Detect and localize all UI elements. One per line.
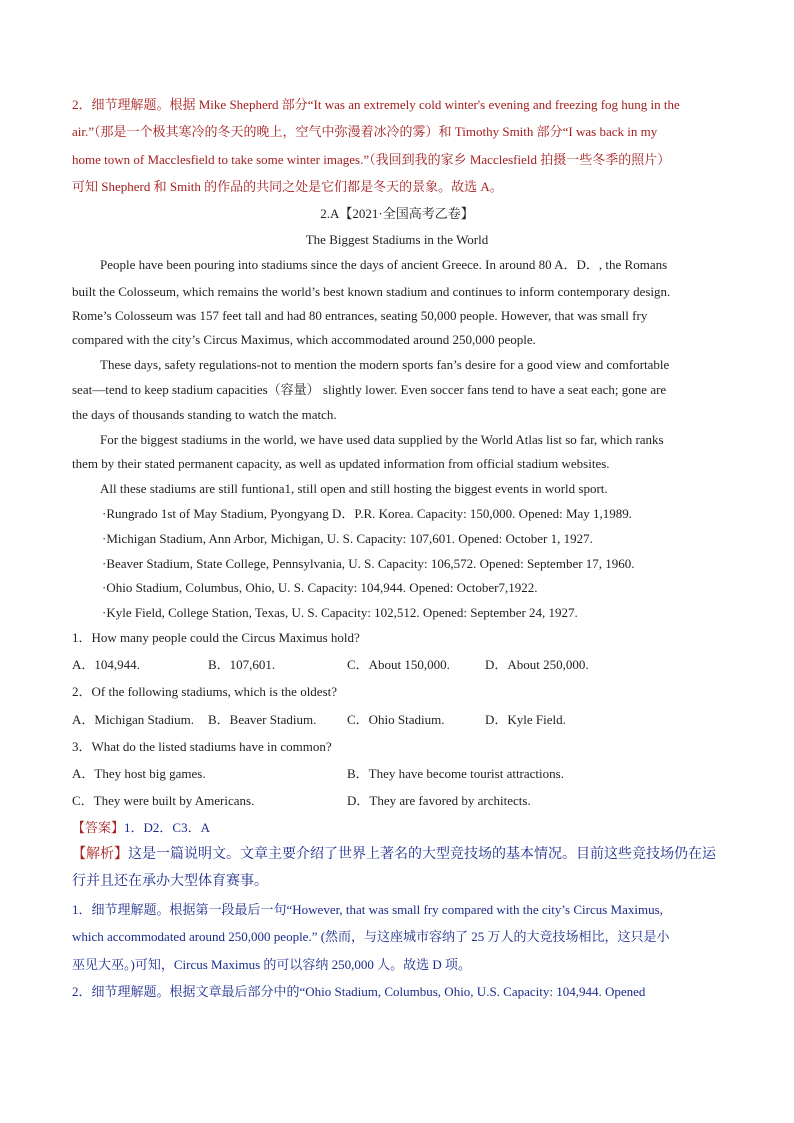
- stadium-list-item: ·Ohio Stadium, Columbus, Ohio, U. S. Capacity: 104,944. Opened: October7,1922.: [102, 580, 538, 595]
- question-option: C．They were built by Americans.: [72, 793, 255, 808]
- section-heading: 2.A【2021·全国高考乙卷】: [320, 206, 474, 221]
- question-option: B．107,601.: [208, 657, 276, 672]
- prev-explanation-line: home town of Macclesfield to take some winter images.”（我回到我的家乡 Macclesfield 拍摄一些冬季的照片）: [72, 152, 671, 167]
- prev-explanation-line: 2．细节理解题。根据 Mike Shepherd 部分“It was an extremely cold winter's evening and freezing fog hung in the: [72, 97, 680, 112]
- stadium-list-item: ·Kyle Field, College Station, Texas, U. S. Capacity: 102,512. Opened: September 24, 1927.: [102, 605, 578, 620]
- question-option: B．Beaver Stadium.: [208, 712, 317, 727]
- passage-line: the days of thousands standing to watch the match.: [72, 407, 337, 422]
- answer-tag: 【答案】: [72, 820, 125, 835]
- passage-line: All these stadiums are still funtiona1, still open and still hosting the biggest events in world sport.: [100, 481, 608, 496]
- answer-text: 1．D2．C3．A: [124, 820, 210, 835]
- question-option: A．Michigan Stadium.: [72, 712, 195, 727]
- analysis-intro: [72, 846, 716, 864]
- passage-title: The Biggest Stadiums in the World: [305, 232, 489, 247]
- passage-line: them by their stated permanent capacity, as well as updated information from official stadium websites.: [72, 456, 610, 471]
- question-option: D．They are favored by architects.: [347, 793, 531, 808]
- passage-line: seat—tend to keep stadium capacities（容量） slightly lower. Even soccer fans tend to have a seat each; gone are: [72, 382, 667, 397]
- question-option: C．Ohio Stadium.: [347, 712, 445, 727]
- stadium-list-item: ·Michigan Stadium, Ann Arbor, Michigan, U. S. Capacity: 107,601. Opened: October 1, 1927.: [102, 531, 593, 546]
- prev-explanation-line: 可知 Shepherd 和 Smith 的作品的共同之处是它们都是冬天的景象。故选 A。: [72, 179, 503, 194]
- analysis-tag: 【解析】: [72, 847, 128, 862]
- question-option: A．They host big games.: [72, 766, 206, 781]
- passage-line: These days, safety regulations-not to mention the modern sports fan’s desire for a good view and comfortable: [100, 357, 670, 372]
- answer-line: [72, 819, 210, 837]
- analysis-line: 2．细节理解题。根据文章最后部分中的“Ohio Stadium, Columbus, Ohio, U.S. Capacity: 104,944. Opened: [72, 984, 646, 999]
- question-stem: 2．Of the following stadiums, which is the oldest?: [72, 684, 338, 699]
- analysis-intro-text: 行并且还在承办大型体育赛事。: [72, 874, 268, 889]
- prev-explanation-line: air.”（那是一个极其寒冷的冬天的晚上，空气中弥漫着冰冷的雾）和 Timothy Smith 部分“I was back in my: [72, 124, 658, 139]
- stadium-list-item: ·Beaver Stadium, State College, Pennsylvania, U. S. Capacity: 106,572. Opened: September 17, 1960.: [102, 556, 635, 571]
- question-stem: 1．How many people could the Circus Maximus hold?: [72, 630, 360, 645]
- question-option: D．Kyle Field.: [485, 712, 566, 727]
- question-option: A．104,944.: [72, 657, 140, 672]
- passage-line: For the biggest stadiums in the world, we have used data supplied by the World Atlas list so far, which ranks: [100, 432, 664, 447]
- analysis-line: 巫见大巫。)可知，Circus Maximus 的可以容纳 250,000 人。故选 D 项。: [72, 957, 472, 972]
- question-stem: 3．What do the listed stadiums have in common?: [72, 739, 332, 754]
- passage-line: built the Colosseum, which remains the world’s best known stadium and continues to inform contemporary design.: [72, 284, 671, 299]
- question-option: B．They have become tourist attractions.: [347, 766, 564, 781]
- analysis-intro-text: 这是一篇说明文。文章主要介绍了世界上著名的大型竞技场的基本情况。目前这些竞技场仍在运: [128, 847, 716, 862]
- stadium-list-item: ·Rungrado 1st of May Stadium, Pyongyang D．P.R. Korea. Capacity: 150,000. Opened: May 1,1989.: [102, 506, 633, 521]
- passage-line: Rome’s Colosseum was 157 feet tall and had 80 entrances, seating 50,000 people. However, that was small fry: [72, 308, 648, 323]
- analysis-line: 1．细节理解题。根据第一段最后一句“However, that was small fry compared with the city’s Circus Maximus,: [72, 902, 663, 917]
- question-option: C．About 150,000.: [347, 657, 450, 672]
- passage-line: compared with the city’s Circus Maximus, which accommodated around 250,000 people.: [72, 332, 536, 347]
- analysis-line: which accommodated around 250,000 people.” (然而，与这座城市容纳了 25 万人的大竞技场相比，这只是小: [72, 929, 670, 944]
- passage-line: People have been pouring into stadiums since the days of ancient Greece. In around 80 A．D．, the Romans: [100, 257, 668, 272]
- question-option: D．About 250,000.: [485, 657, 589, 672]
